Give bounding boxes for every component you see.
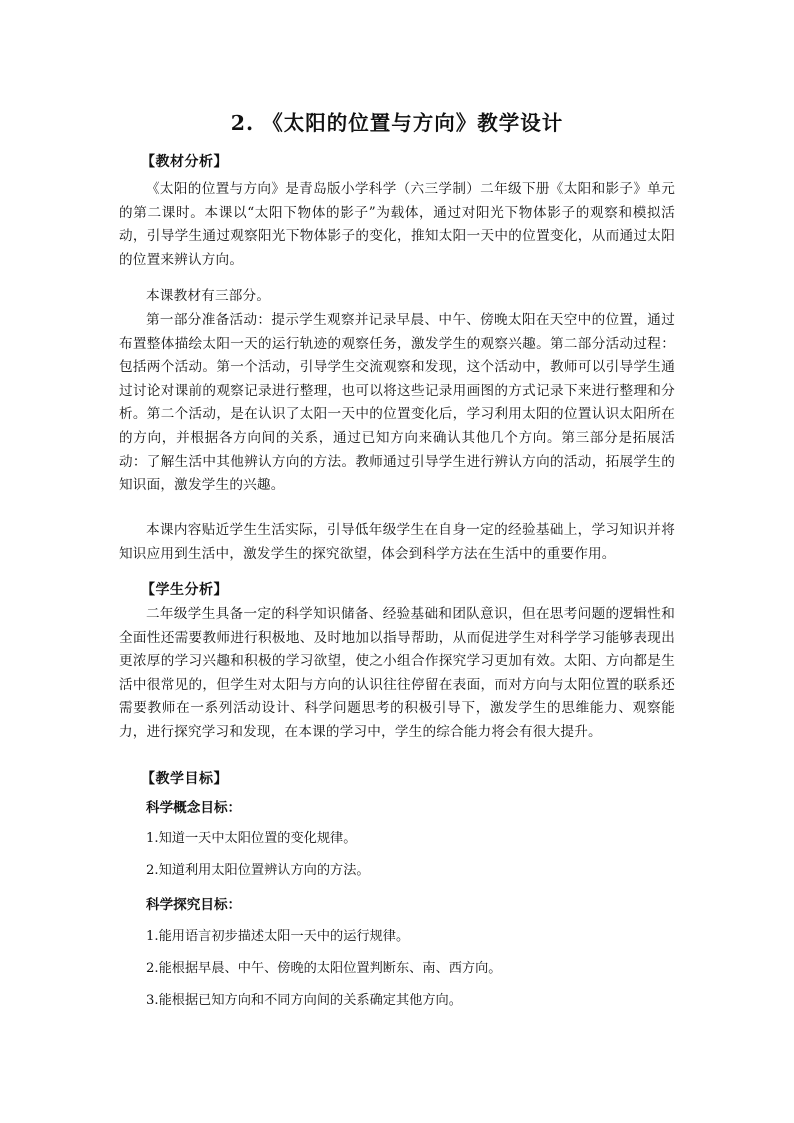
student-analysis-paragraph: 二年级学生具备一定的科学知识储备、经验基础和团队意识，但在思考问题的逻辑性和全面性还需要教师进行积极地、及时地加以指导帮助，从而促进学生对科学学习能够表现出更浓厚的学习兴趣和积极的学习欲望，使之小组合作探究学习更加有效。太阳、方向都是生活中很常见的，但学生对太阳与方向的认识往往停留在表面，而对方向与太阳位置的联系还需要教师在一系列活动设计、科学问题思考的积极引导下，激发学生的思维能力、观察能力，进行探究学习和发现，在本课的学习中，学生的综合能力将会有很大提升。 bbox=[119, 606, 675, 740]
document-title: 2. 《太阳的位置与方向》教学设计 bbox=[230, 111, 564, 135]
concept-goal-item: 1.知道一天中太阳位置的变化规律。 bbox=[146, 831, 357, 846]
textbook-structure-paragraph: 本课教材有三部分。 bbox=[146, 288, 271, 304]
textbook-summary-paragraph: 本课内容贴近学生生活实际，引导低年级学生在自身一定的经验基础上，学习知识并将知识应用到生活中，激发学生的探究欲望，体会到科学方法在生活中的重要作用。 bbox=[119, 522, 675, 562]
concept-goals-label: 科学概念目标： bbox=[146, 800, 242, 816]
section-heading-student-analysis: 【学生分析】 bbox=[141, 582, 228, 598]
inquiry-goal-item: 3.能根据已知方向和不同方向间的关系确定其他方向。 bbox=[146, 993, 462, 1008]
inquiry-goals-label: 科学探究目标： bbox=[146, 897, 242, 913]
inquiry-goal-item: 1.能用语言初步描述太阳一天中的运行规律。 bbox=[146, 929, 410, 944]
section-heading-teaching-goals: 【教学目标】 bbox=[141, 771, 228, 787]
textbook-analysis-paragraph: 《太阳的位置与方向》是青岛版小学科学（六三学制）二年级下册《太阳和影子》单元的第二课时。本课以“太阳下物体的影子”为载体，通过对阳光下物体影子的观察和模拟活动，引导学生通过观察阳光下物体影子的变化，推知太阳一天中的位置变化，从而通过太阳的位置来辨认方向。 bbox=[119, 181, 675, 268]
textbook-parts-paragraph: 第一部分准备活动：提示学生观察并记录早晨、中午、傍晚太阳在天空中的位置，通过布置整体描绘太阳一天的运行轨迹的观察任务，激发学生的观察兴趣。第二部分活动过程：包括两个活动。第一个活动，引导学生交流观察和发现，这个活动中，教师可以引导学生通过讨论对课前的观察记录进行整理，也可以将这些记录用画图的方式记录下来进行整理和分析。第二个活动，是在认识了太阳一天中的位置变化后，学习利用太阳的位置认识太阳所在的方向，并根据各方向间的关系，通过已知方向来确认其他几个方向。第三部分是拓展活动：了解生活中其他辨认方向的方法。教师通过引导学生进行辨认方向的活动，拓展学生的知识面，激发学生的兴趣。 bbox=[119, 312, 675, 494]
concept-goal-item: 2.知道利用太阳位置辨认方向的方法。 bbox=[146, 863, 370, 878]
inquiry-goal-item: 2.能根据早晨、中午、傍晚的太阳位置判断东、南、西方向。 bbox=[146, 961, 502, 976]
section-heading-textbook-analysis: 【教材分析】 bbox=[141, 154, 228, 170]
